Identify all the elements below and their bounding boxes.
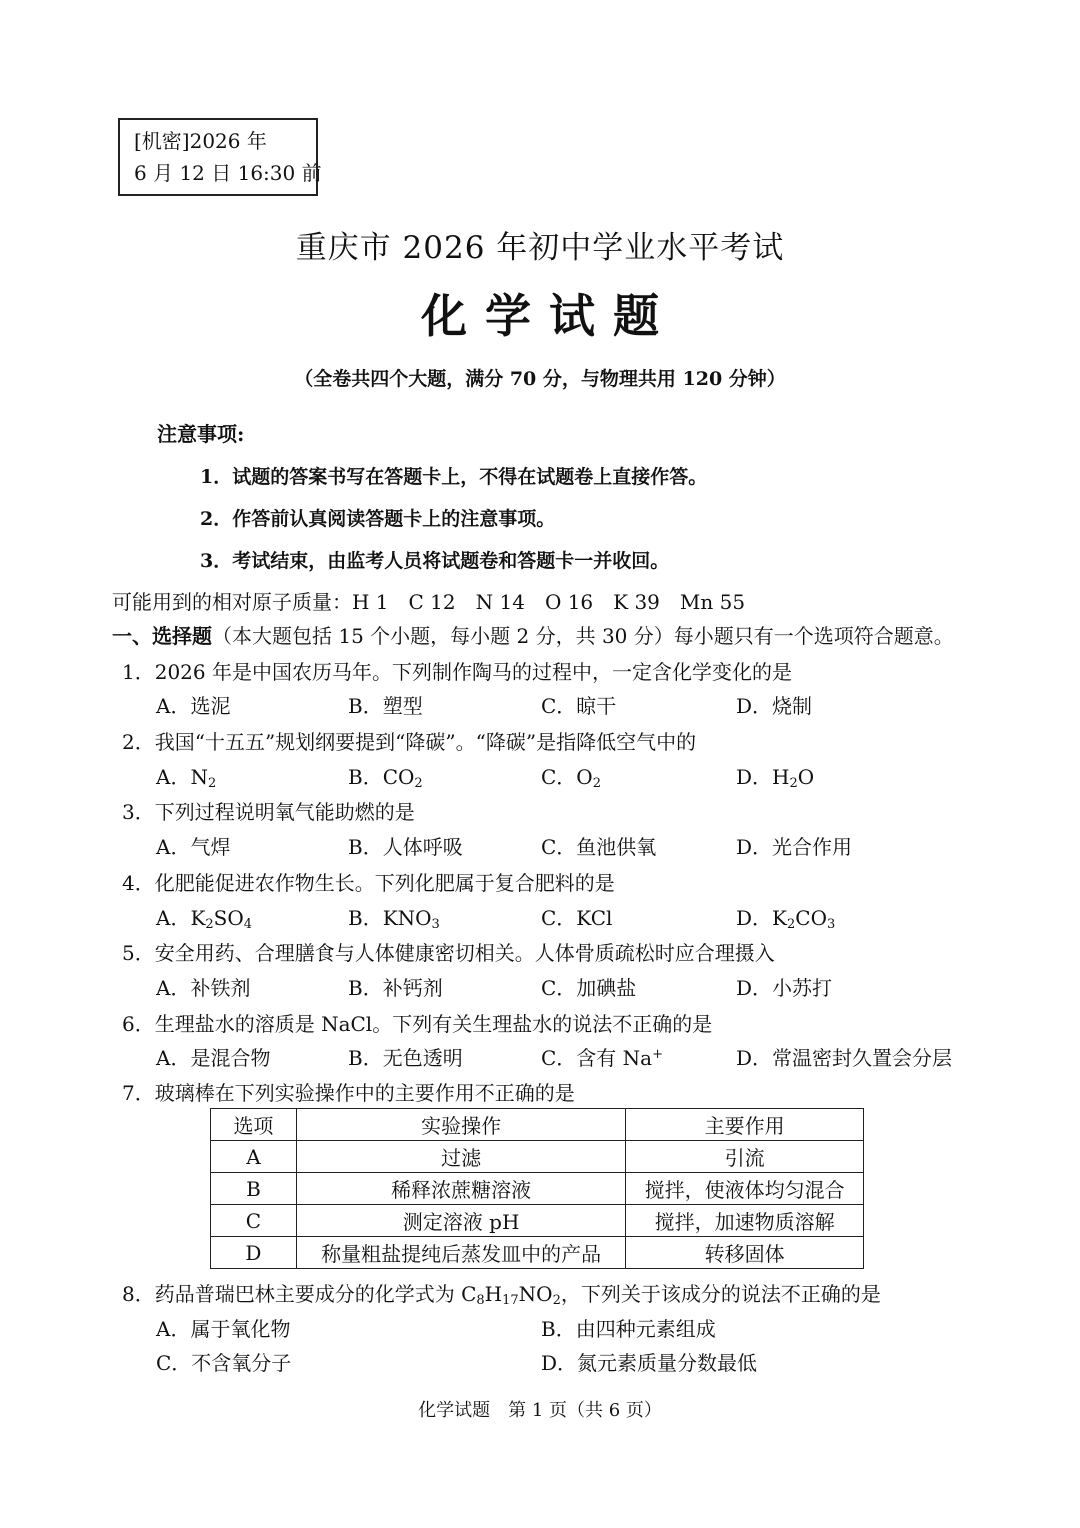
option-b: B．$KNO_3$ [348,906,440,932]
option-c: C．晾干 [541,694,617,718]
option-b: B．塑型 [348,694,423,718]
option-b: B．补钙剂 [348,976,443,1000]
option-a: A．是混合物 [156,1046,271,1070]
table-row [211,1237,864,1269]
table-header-cell: 实验操作 [296,1109,625,1141]
table-header-cell: 选项 [211,1109,297,1141]
option-a: A．属于氧化物 [156,1317,291,1341]
confidential-line2: 6 月 12 日 16:30 前 [134,161,322,185]
experiment-table [210,1108,864,1269]
option-a: A．$N_2$ [156,765,217,791]
page-footer: 化学试题 第 1 页（共 6 页） [418,1400,662,1421]
atomic-mass-line: 可能用到的相对原子质量：H 1 C 12 N 14 O 16 K 39 Mn 55 [112,590,746,614]
option-c: C．含有 Na+ [541,1046,663,1070]
option-b: B．人体呼吸 [348,835,463,859]
confidential-line1: [机密]2026 年 [134,129,267,153]
table-cell: 测定溶液 pH [296,1205,625,1237]
option-b: B．$CO_2$ [348,765,423,791]
option-d: D．烧制 [736,694,813,718]
question-stem: 3．下列过程说明氧气能助燃的是 [122,800,415,824]
option-c: C．加碘盐 [541,976,637,1000]
notice-item: 2．作答前认真阅读答题卡上的注意事项。 [200,508,556,530]
exam-title: 重庆市 2026 年初中学业水平考试 [295,230,785,266]
option-c: C．KCl [541,906,613,930]
option-a: A．补铁剂 [156,976,251,1000]
subject-title: 化学试题 [421,289,677,343]
table-cell: 搅拌，使液体均匀混合 [626,1173,864,1205]
option-d: D．$K_2CO_3$ [736,906,836,932]
option-d: D．氮元素质量分数最低 [541,1351,758,1375]
notice-heading: 注意事项: [157,422,245,446]
section-description: （本大题包括 15 个小题，每小题 2 分，共 30 分）每小题只有一个选项符合题意。 [212,624,954,648]
table-row [211,1141,864,1173]
section-heading [112,620,954,649]
table-cell: 过滤 [296,1141,625,1173]
option-c: C．鱼池供氧 [541,835,657,859]
table-cell: B [211,1173,297,1205]
option-d: D．小苏打 [736,976,833,1000]
table-cell: 引流 [626,1141,864,1173]
option-a: A．选泥 [156,694,231,718]
exam-subtitle: （全卷共四个大题，满分 70 分，与物理共用 120 分钟） [294,368,786,390]
table-header-row [211,1109,864,1141]
table-cell: A [211,1141,297,1173]
table-cell: 稀释浓蔗糖溶液 [296,1173,625,1205]
section-label: 一、选择题 [112,624,212,648]
option-c: C．不含氧分子 [156,1351,292,1375]
option-a: A．$K_2SO_4$ [156,906,253,932]
option-b: B．由四种元素组成 [541,1317,716,1341]
option-d: D．$H_2O$ [736,765,815,791]
option-c: C．$O_2$ [541,765,601,791]
question-stem: 1．2026 年是中国农历马年。下列制作陶马的过程中，一定含化学变化的是 [122,660,792,684]
table-cell: 搅拌，加速物质溶解 [626,1205,864,1237]
table-cell: D [211,1237,297,1269]
option-b: B．无色透明 [348,1046,463,1070]
question-stem: 4．化肥能促进农作物生长。下列化肥属于复合肥料的是 [122,871,615,895]
question-stem: 8．药品普瑞巴林主要成分的化学式为 $C_8H_{17}NO_2$，下列关于该成分的说法不正确的是 [122,1282,881,1308]
table-cell: 称量粗盐提纯后蒸发皿中的产品 [296,1237,625,1269]
question-stem: 6．生理盐水的溶质是 NaCl。下列有关生理盐水的说法不正确的是 [122,1012,713,1036]
table-row [211,1205,864,1237]
confidential-box [118,118,322,196]
question-stem: 7．玻璃棒在下列实验操作中的主要作用不正确的是 [122,1081,575,1105]
option-a: A．气焊 [156,835,231,859]
notice-item: 1．试题的答案书写在答题卡上，不得在试题卷上直接作答。 [200,466,708,488]
notice-item: 3．考试结束，由监考人员将试题卷和答题卡一并收回。 [200,550,670,572]
table-header-cell: 主要作用 [626,1109,864,1141]
question-stem: 2．我国“十五五”规划纲要提到“降碳”。“降碳”是指降低空气中的 [122,730,697,754]
table-row [211,1173,864,1205]
option-d: D．光合作用 [736,835,853,859]
option-d: D．常温密封久置会分层 [736,1046,953,1070]
table-cell: C [211,1205,297,1237]
table-cell: 转移固体 [626,1237,864,1269]
question-stem: 5．安全用药、合理膳食与人体健康密切相关。人体骨质疏松时应合理摄入 [122,941,775,965]
